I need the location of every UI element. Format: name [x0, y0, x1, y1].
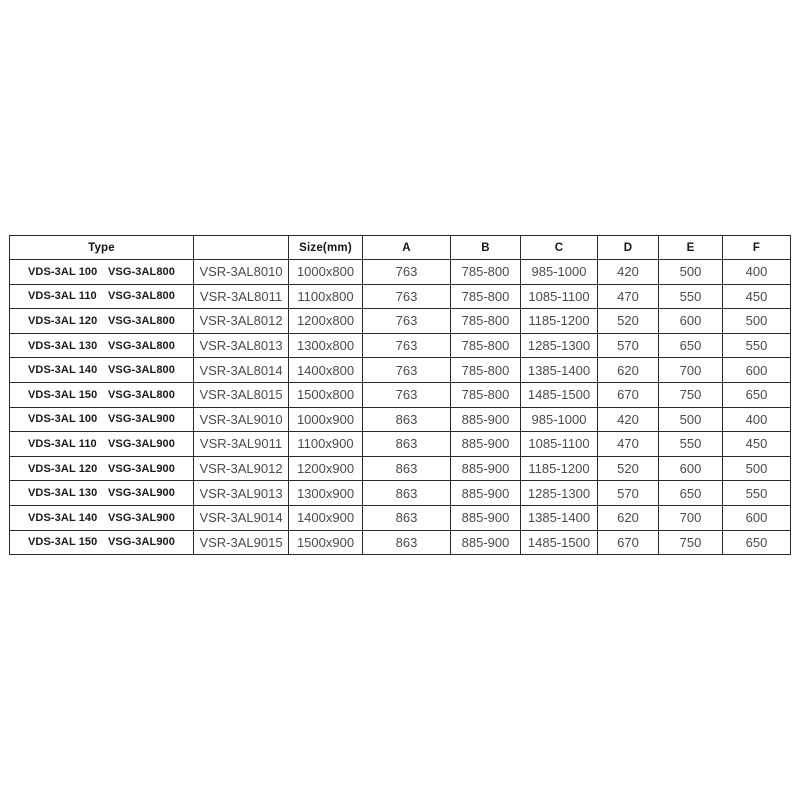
dim-e-cell: 750 [659, 382, 723, 407]
dim-c-cell: 1085-1100 [521, 284, 598, 309]
model-cell: VSR-3AL8012 [194, 309, 289, 334]
model-cell: VSR-3AL9011 [194, 432, 289, 457]
table-row [10, 456, 791, 481]
size-cell: 1200x800 [289, 309, 363, 334]
vsg-type-label: VSG-3AL900 [107, 462, 175, 475]
vsg-type-label: VSG-3AL900 [107, 413, 175, 426]
model-cell: VSR-3AL8011 [194, 284, 289, 309]
vds-type-label: VDS-3AL 140 [28, 511, 98, 524]
dim-b-cell: 785-800 [451, 284, 521, 309]
dim-c-cell: 985-1000 [521, 260, 598, 285]
type-cell-content [10, 438, 193, 450]
col-header-f: F [723, 236, 791, 260]
size-cell: 1100x900 [289, 432, 363, 457]
dim-c-cell: 1085-1100 [521, 432, 598, 457]
size-cell: 1500x900 [289, 530, 363, 555]
dim-c-cell: 985-1000 [521, 407, 598, 432]
size-cell: 1000x800 [289, 260, 363, 285]
dim-a-cell: 763 [363, 309, 451, 334]
dim-d-cell: 670 [598, 530, 659, 555]
dim-c-cell: 1485-1500 [521, 382, 598, 407]
type-cell-content [10, 463, 193, 475]
dim-d-cell: 570 [598, 481, 659, 506]
model-cell: VSR-3AL9014 [194, 505, 289, 530]
dim-d-cell: 520 [598, 309, 659, 334]
table-row [10, 407, 791, 432]
model-cell: VSR-3AL8010 [194, 260, 289, 285]
size-cell: 1400x800 [289, 358, 363, 383]
col-header-model [194, 236, 289, 260]
dim-d-cell: 570 [598, 333, 659, 358]
table-row [10, 530, 791, 555]
type-cell-content [10, 487, 193, 499]
vds-type-label: VDS-3AL 120 [28, 462, 98, 475]
table-row [10, 432, 791, 457]
dim-f-cell: 650 [723, 530, 791, 555]
dim-a-cell: 763 [363, 358, 451, 383]
size-cell: 1100x800 [289, 284, 363, 309]
dim-f-cell: 400 [723, 407, 791, 432]
dim-f-cell: 400 [723, 260, 791, 285]
dim-e-cell: 600 [659, 309, 723, 334]
dim-d-cell: 670 [598, 382, 659, 407]
dim-f-cell: 550 [723, 481, 791, 506]
vds-type-label: VDS-3AL 140 [28, 364, 98, 377]
table-row [10, 309, 791, 334]
dim-e-cell: 650 [659, 333, 723, 358]
dim-b-cell: 785-800 [451, 260, 521, 285]
type-cell-content [10, 266, 193, 278]
type-cell [10, 309, 194, 334]
dim-c-cell: 1385-1400 [521, 505, 598, 530]
col-header-b: B [451, 236, 521, 260]
col-header-a: A [363, 236, 451, 260]
model-cell: VSR-3AL9015 [194, 530, 289, 555]
type-cell [10, 530, 194, 555]
table-header [10, 236, 791, 260]
dim-a-cell: 863 [363, 432, 451, 457]
size-cell: 1400x900 [289, 505, 363, 530]
type-cell-content [10, 315, 193, 327]
type-cell [10, 382, 194, 407]
type-cell-content [10, 536, 193, 548]
col-header-type: Type [10, 236, 194, 260]
model-cell: VSR-3AL9012 [194, 456, 289, 481]
dim-a-cell: 763 [363, 260, 451, 285]
type-cell [10, 481, 194, 506]
col-header-c: C [521, 236, 598, 260]
dim-a-cell: 863 [363, 530, 451, 555]
dim-e-cell: 700 [659, 358, 723, 383]
model-cell: VSR-3AL8013 [194, 333, 289, 358]
table-row [10, 481, 791, 506]
vsg-type-label: VSG-3AL800 [107, 364, 175, 377]
dim-a-cell: 863 [363, 407, 451, 432]
type-cell-content [10, 364, 193, 376]
dim-d-cell: 420 [598, 260, 659, 285]
dim-d-cell: 620 [598, 505, 659, 530]
type-cell [10, 505, 194, 530]
dim-e-cell: 550 [659, 284, 723, 309]
vds-type-label: VDS-3AL 150 [28, 388, 98, 401]
type-cell [10, 284, 194, 309]
dim-f-cell: 500 [723, 456, 791, 481]
dim-b-cell: 885-900 [451, 456, 521, 481]
dim-e-cell: 750 [659, 530, 723, 555]
dim-a-cell: 863 [363, 456, 451, 481]
dim-d-cell: 520 [598, 456, 659, 481]
size-cell: 1300x900 [289, 481, 363, 506]
dim-c-cell: 1485-1500 [521, 530, 598, 555]
vsg-type-label: VSG-3AL900 [107, 487, 175, 500]
dim-e-cell: 500 [659, 260, 723, 285]
vds-type-label: VDS-3AL 100 [28, 265, 98, 278]
dim-e-cell: 700 [659, 505, 723, 530]
spec-table [9, 235, 791, 555]
size-cell: 1500x800 [289, 382, 363, 407]
dim-d-cell: 420 [598, 407, 659, 432]
dim-e-cell: 650 [659, 481, 723, 506]
model-cell: VSR-3AL8014 [194, 358, 289, 383]
vsg-type-label: VSG-3AL800 [107, 388, 175, 401]
dim-f-cell: 650 [723, 382, 791, 407]
model-cell: VSR-3AL9013 [194, 481, 289, 506]
dim-f-cell: 450 [723, 432, 791, 457]
vsg-type-label: VSG-3AL900 [107, 536, 175, 549]
type-cell [10, 456, 194, 481]
dim-e-cell: 550 [659, 432, 723, 457]
model-cell: VSR-3AL9010 [194, 407, 289, 432]
type-cell-content [10, 340, 193, 352]
vds-type-label: VDS-3AL 110 [28, 290, 97, 303]
dim-b-cell: 785-800 [451, 358, 521, 383]
type-cell-content [10, 290, 193, 302]
dim-e-cell: 500 [659, 407, 723, 432]
dim-f-cell: 450 [723, 284, 791, 309]
table-row [10, 505, 791, 530]
dim-a-cell: 763 [363, 382, 451, 407]
dim-b-cell: 885-900 [451, 481, 521, 506]
vsg-type-label: VSG-3AL900 [107, 511, 175, 524]
dim-a-cell: 763 [363, 333, 451, 358]
dim-a-cell: 763 [363, 284, 451, 309]
type-cell-content [10, 389, 193, 401]
dim-b-cell: 885-900 [451, 530, 521, 555]
type-cell [10, 432, 194, 457]
dim-b-cell: 885-900 [451, 407, 521, 432]
type-cell [10, 358, 194, 383]
table-row [10, 382, 791, 407]
dim-f-cell: 600 [723, 358, 791, 383]
table-row [10, 358, 791, 383]
dim-a-cell: 863 [363, 505, 451, 530]
vsg-type-label: VSG-3AL900 [107, 437, 175, 450]
col-header-d: D [598, 236, 659, 260]
table-row [10, 260, 791, 285]
header-row [10, 236, 791, 260]
type-cell [10, 333, 194, 358]
dim-d-cell: 470 [598, 432, 659, 457]
col-header-size: Size(mm) [289, 236, 363, 260]
dim-f-cell: 550 [723, 333, 791, 358]
dim-c-cell: 1185-1200 [521, 456, 598, 481]
vsg-type-label: VSG-3AL800 [107, 290, 175, 303]
dim-c-cell: 1285-1300 [521, 333, 598, 358]
vsg-type-label: VSG-3AL800 [107, 265, 175, 278]
dim-b-cell: 785-800 [451, 333, 521, 358]
dim-b-cell: 885-900 [451, 505, 521, 530]
type-cell-content [10, 413, 193, 425]
dim-d-cell: 620 [598, 358, 659, 383]
size-cell: 1200x900 [289, 456, 363, 481]
vsg-type-label: VSG-3AL800 [107, 339, 175, 352]
dim-e-cell: 600 [659, 456, 723, 481]
dim-b-cell: 785-800 [451, 382, 521, 407]
dim-c-cell: 1185-1200 [521, 309, 598, 334]
dim-d-cell: 470 [598, 284, 659, 309]
vds-type-label: VDS-3AL 130 [28, 487, 98, 500]
dim-a-cell: 863 [363, 481, 451, 506]
dim-c-cell: 1385-1400 [521, 358, 598, 383]
vds-type-label: VDS-3AL 150 [28, 536, 98, 549]
vds-type-label: VDS-3AL 110 [28, 437, 97, 450]
vds-type-label: VDS-3AL 130 [28, 339, 98, 352]
dim-b-cell: 785-800 [451, 309, 521, 334]
dim-b-cell: 885-900 [451, 432, 521, 457]
table-row [10, 333, 791, 358]
spec-table-body [10, 260, 791, 555]
size-cell: 1300x800 [289, 333, 363, 358]
col-header-e: E [659, 236, 723, 260]
vds-type-label: VDS-3AL 100 [28, 413, 98, 426]
dim-f-cell: 600 [723, 505, 791, 530]
model-cell: VSR-3AL8015 [194, 382, 289, 407]
type-cell [10, 260, 194, 285]
vds-type-label: VDS-3AL 120 [28, 314, 98, 327]
type-cell [10, 407, 194, 432]
dim-c-cell: 1285-1300 [521, 481, 598, 506]
type-cell-content [10, 512, 193, 524]
size-cell: 1000x900 [289, 407, 363, 432]
dim-f-cell: 500 [723, 309, 791, 334]
table-row [10, 284, 791, 309]
vsg-type-label: VSG-3AL800 [107, 314, 175, 327]
